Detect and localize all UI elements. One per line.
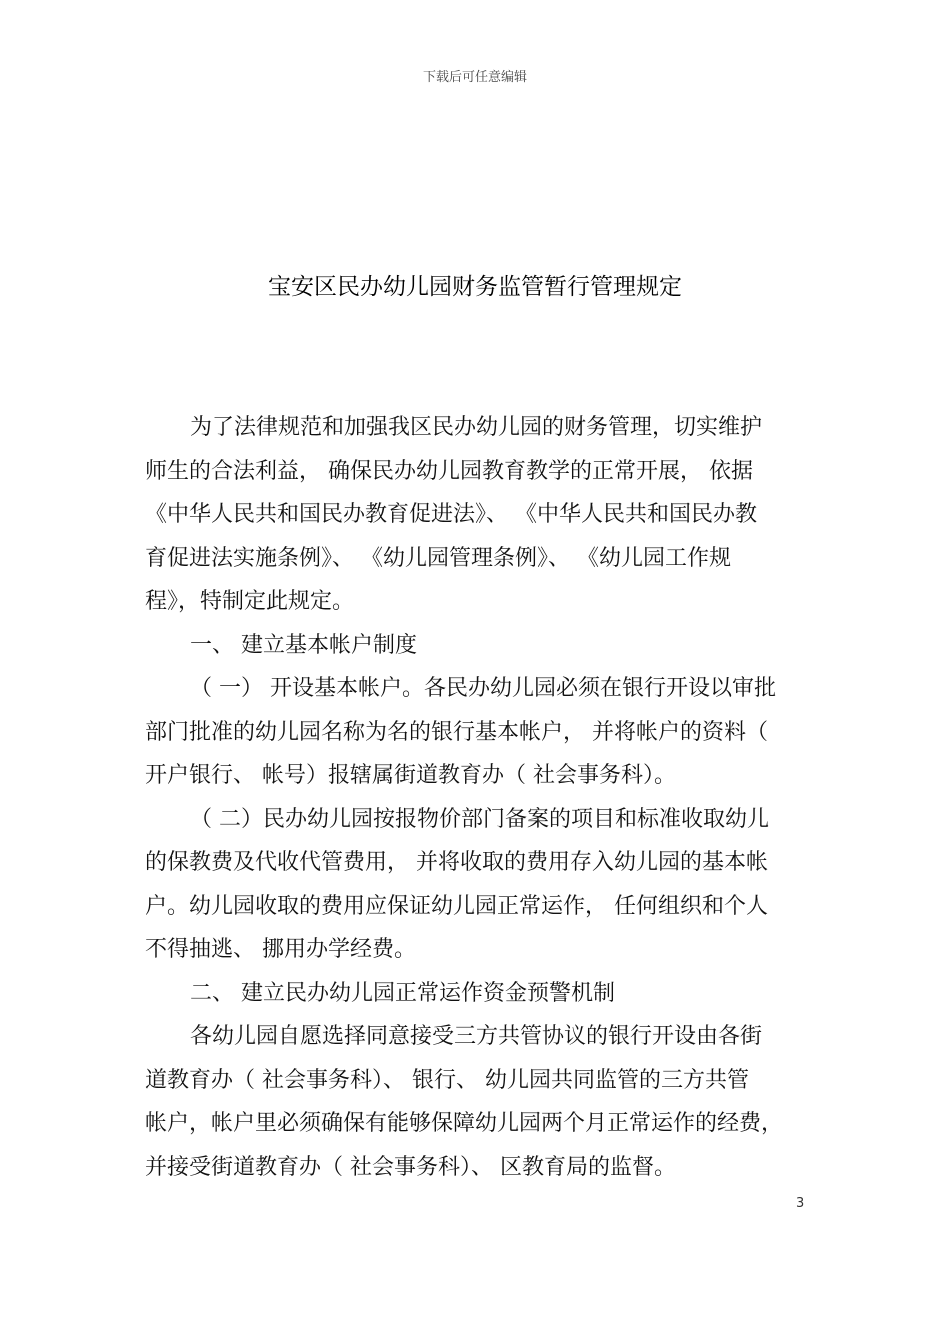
- document-title: 宝安区民办幼儿园财务监管暂行管理规定: [268, 274, 682, 300]
- paragraph-line: （ 一） 开设基本帐户。各民办幼儿园必须在银行开设以审批: [190, 676, 776, 701]
- page-number: 3: [796, 1196, 805, 1211]
- paragraph-line: 《中华人民共和国民办教育促进法》、 《中华人民共和国民办教: [145, 502, 757, 527]
- paragraph-line: （ 二）民办幼儿园按报物价部门备案的项目和标准收取幼儿: [190, 806, 769, 832]
- section-heading: 一、 建立基本帐户制度: [190, 632, 417, 658]
- paragraph-line: 各幼儿园自愿选择同意接受三方共管协议的银行开设由各街: [190, 1024, 763, 1049]
- paragraph-line: 户。幼儿园收取的费用应保证幼儿园正常运作， 任何组织和个人: [145, 893, 768, 919]
- paragraph-line: 不得抽逃、 挪用办学经费。: [145, 937, 416, 962]
- section-heading: 二、 建立民办幼儿园正常运作资金预警机制: [190, 980, 615, 1006]
- paragraph-line: 的保教费及代收代管费用， 并将收取的费用存入幼儿园的基本帐: [145, 850, 768, 875]
- paragraph-line: 帐户，帐户里必须确保有能够保障幼儿园两个月正常运作的经费，: [145, 1111, 784, 1136]
- paragraph-line: 为了法律规范和加强我区民办幼儿园的财务管理，切实维护: [190, 415, 763, 440]
- paragraph-line: 程》，特制定此规定。: [145, 589, 355, 614]
- page-header: 下载后可任意编辑: [422, 70, 527, 85]
- paragraph-line: 道教育办（ 社会事务科）、 银行、 幼儿园共同监管的三方共管: [145, 1067, 749, 1093]
- paragraph-line: 育促进法实施条例》、 《幼儿园管理条例》、 《幼儿园工作规: [145, 545, 731, 571]
- paragraph-line: 并接受街道教育办（ 社会事务科）、 区教育局的监督。: [145, 1154, 676, 1180]
- document-body: [145, 406, 805, 1189]
- paragraph-line: 部门批准的幼儿园名称为名的银行基本帐户， 并将帐户的资料（: [145, 719, 768, 745]
- paragraph-line: 开户银行、 帐号）报辖属街道教育办（ 社会事务科）。: [145, 763, 676, 788]
- paragraph-line: 师生的合法利益， 确保民办幼儿园教育教学的正常开展， 依据: [145, 458, 753, 484]
